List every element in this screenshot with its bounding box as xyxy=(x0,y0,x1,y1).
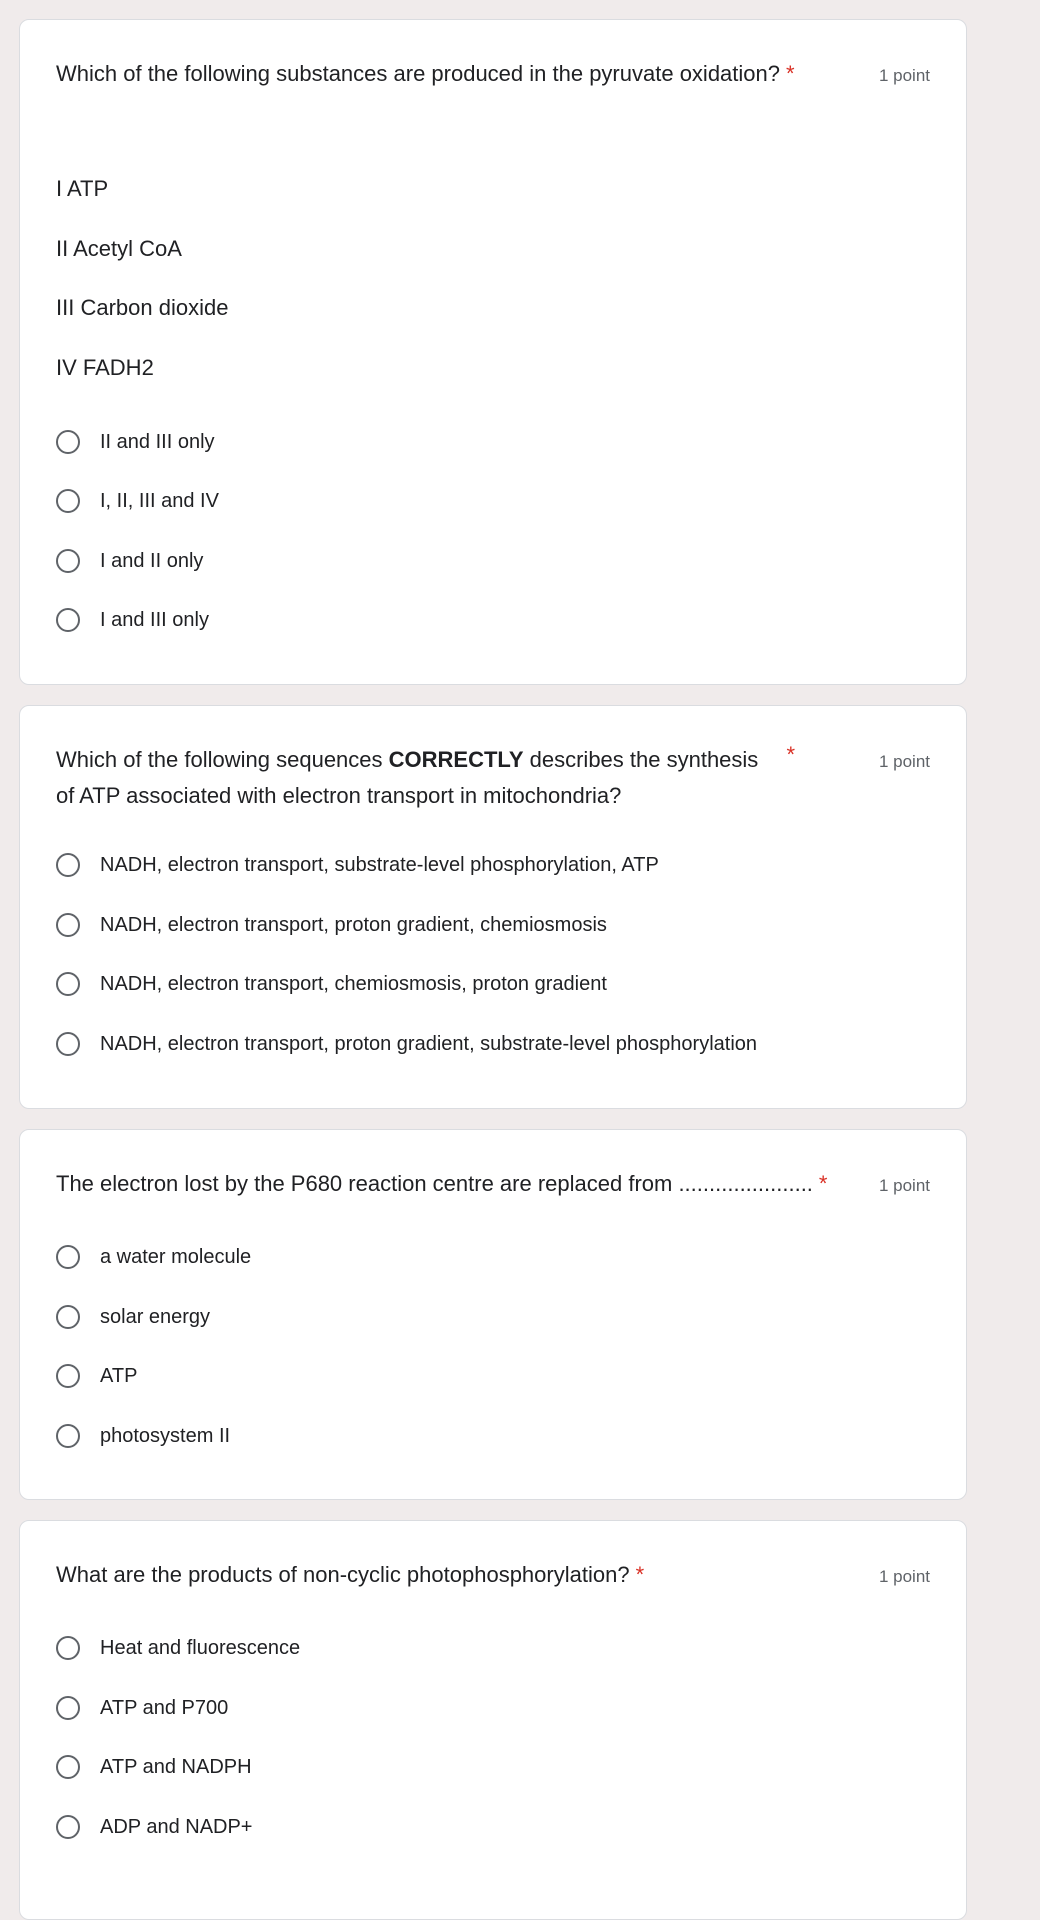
radio-option[interactable] xyxy=(56,422,215,462)
radio-button[interactable] xyxy=(56,1424,80,1448)
option-label: Heat and fluorescence xyxy=(100,1636,301,1659)
radio-button[interactable] xyxy=(56,1696,80,1720)
question-title-text: The electron lost by the P680 reaction centre are replaced from ...................... xyxy=(56,1171,813,1196)
question-card xyxy=(19,19,967,685)
option-label: photosystem II xyxy=(100,1424,231,1447)
required-asterisk: * xyxy=(786,61,795,86)
option-label: I, II, III and IV xyxy=(100,489,219,512)
option-label: a water molecule xyxy=(100,1245,252,1268)
radio-button[interactable] xyxy=(56,913,80,937)
points-label: 1 point xyxy=(878,66,930,85)
option-label: ATP and NADPH xyxy=(100,1755,252,1778)
required-asterisk: * xyxy=(818,1171,828,1196)
required-asterisk: * xyxy=(635,1562,645,1587)
question-card xyxy=(19,705,967,1109)
radio-option[interactable] xyxy=(56,905,607,945)
question-header xyxy=(56,742,930,814)
question-title-text: Which of the following sequences xyxy=(56,747,389,772)
statement-text: I ATP xyxy=(56,176,109,201)
question-header xyxy=(56,56,930,92)
radio-option[interactable] xyxy=(56,1688,228,1728)
option-label: I and II only xyxy=(100,549,204,572)
question-card xyxy=(19,1520,967,1920)
radio-option[interactable] xyxy=(56,1807,253,1847)
points-label: 1 point xyxy=(878,1176,930,1195)
radio-option[interactable] xyxy=(56,600,209,640)
radio-button[interactable] xyxy=(56,1755,80,1779)
points-label: 1 point xyxy=(878,752,930,771)
points-label: 1 point xyxy=(878,1567,930,1586)
radio-option[interactable] xyxy=(56,1356,137,1396)
option-label: NADH, electron transport, proton gradient, chemiosmosis xyxy=(100,913,607,936)
radio-option[interactable] xyxy=(56,481,219,521)
radio-button[interactable] xyxy=(56,853,80,877)
question-card xyxy=(19,1129,967,1500)
option-label: ATP xyxy=(100,1364,138,1387)
option-label: solar energy xyxy=(100,1305,211,1328)
question-title xyxy=(56,742,930,814)
radio-button[interactable] xyxy=(56,972,80,996)
option-label: NADH, electron transport, chemiosmosis, proton gradient xyxy=(100,972,607,995)
question-title-text: describes the synthesis of ATP associated with electron transport in mitochondria? xyxy=(56,747,759,808)
radio-option[interactable] xyxy=(56,1024,757,1064)
radio-button[interactable] xyxy=(56,1032,80,1056)
radio-button[interactable] xyxy=(56,608,80,632)
statement-text: IV FADH2 xyxy=(56,355,154,380)
statement-text: II Acetyl CoA xyxy=(56,236,182,261)
radio-option[interactable] xyxy=(56,541,203,581)
radio-button[interactable] xyxy=(56,1305,80,1329)
question-title-text: What are the products of non-cyclic photophosphorylation? xyxy=(56,1562,630,1587)
question-title xyxy=(56,1166,930,1202)
radio-option[interactable] xyxy=(56,964,607,1004)
question-header xyxy=(56,1166,930,1202)
radio-button[interactable] xyxy=(56,489,80,513)
option-label: ADP and NADP+ xyxy=(100,1815,253,1838)
question-title-emphasis: CORRECTLY xyxy=(388,747,524,772)
radio-option[interactable] xyxy=(56,845,659,885)
option-label: ATP and P700 xyxy=(100,1696,229,1719)
radio-button[interactable] xyxy=(56,430,80,454)
question-title xyxy=(56,1557,930,1593)
question-title xyxy=(56,56,930,92)
statement-text: III Carbon dioxide xyxy=(56,295,229,320)
option-label: II and III only xyxy=(100,430,215,453)
radio-option[interactable] xyxy=(56,1237,251,1277)
radio-button[interactable] xyxy=(56,1636,80,1660)
question-header xyxy=(56,1557,930,1593)
radio-option[interactable] xyxy=(56,1747,252,1787)
radio-option[interactable] xyxy=(56,1628,300,1668)
question-title-text: Which of the following substances are produced in the pyruvate oxidation? xyxy=(56,61,780,86)
radio-button[interactable] xyxy=(56,1815,80,1839)
option-label: NADH, electron transport, proton gradient, substrate-level phosphorylation xyxy=(100,1032,758,1055)
option-label: NADH, electron transport, substrate-level phosphorylation, ATP xyxy=(100,853,659,876)
radio-button[interactable] xyxy=(56,1245,80,1269)
radio-button[interactable] xyxy=(56,549,80,573)
radio-button[interactable] xyxy=(56,1364,80,1388)
radio-option[interactable] xyxy=(56,1416,230,1456)
option-label: I and III only xyxy=(100,608,209,631)
required-asterisk: * xyxy=(786,742,795,767)
radio-option[interactable] xyxy=(56,1297,210,1337)
